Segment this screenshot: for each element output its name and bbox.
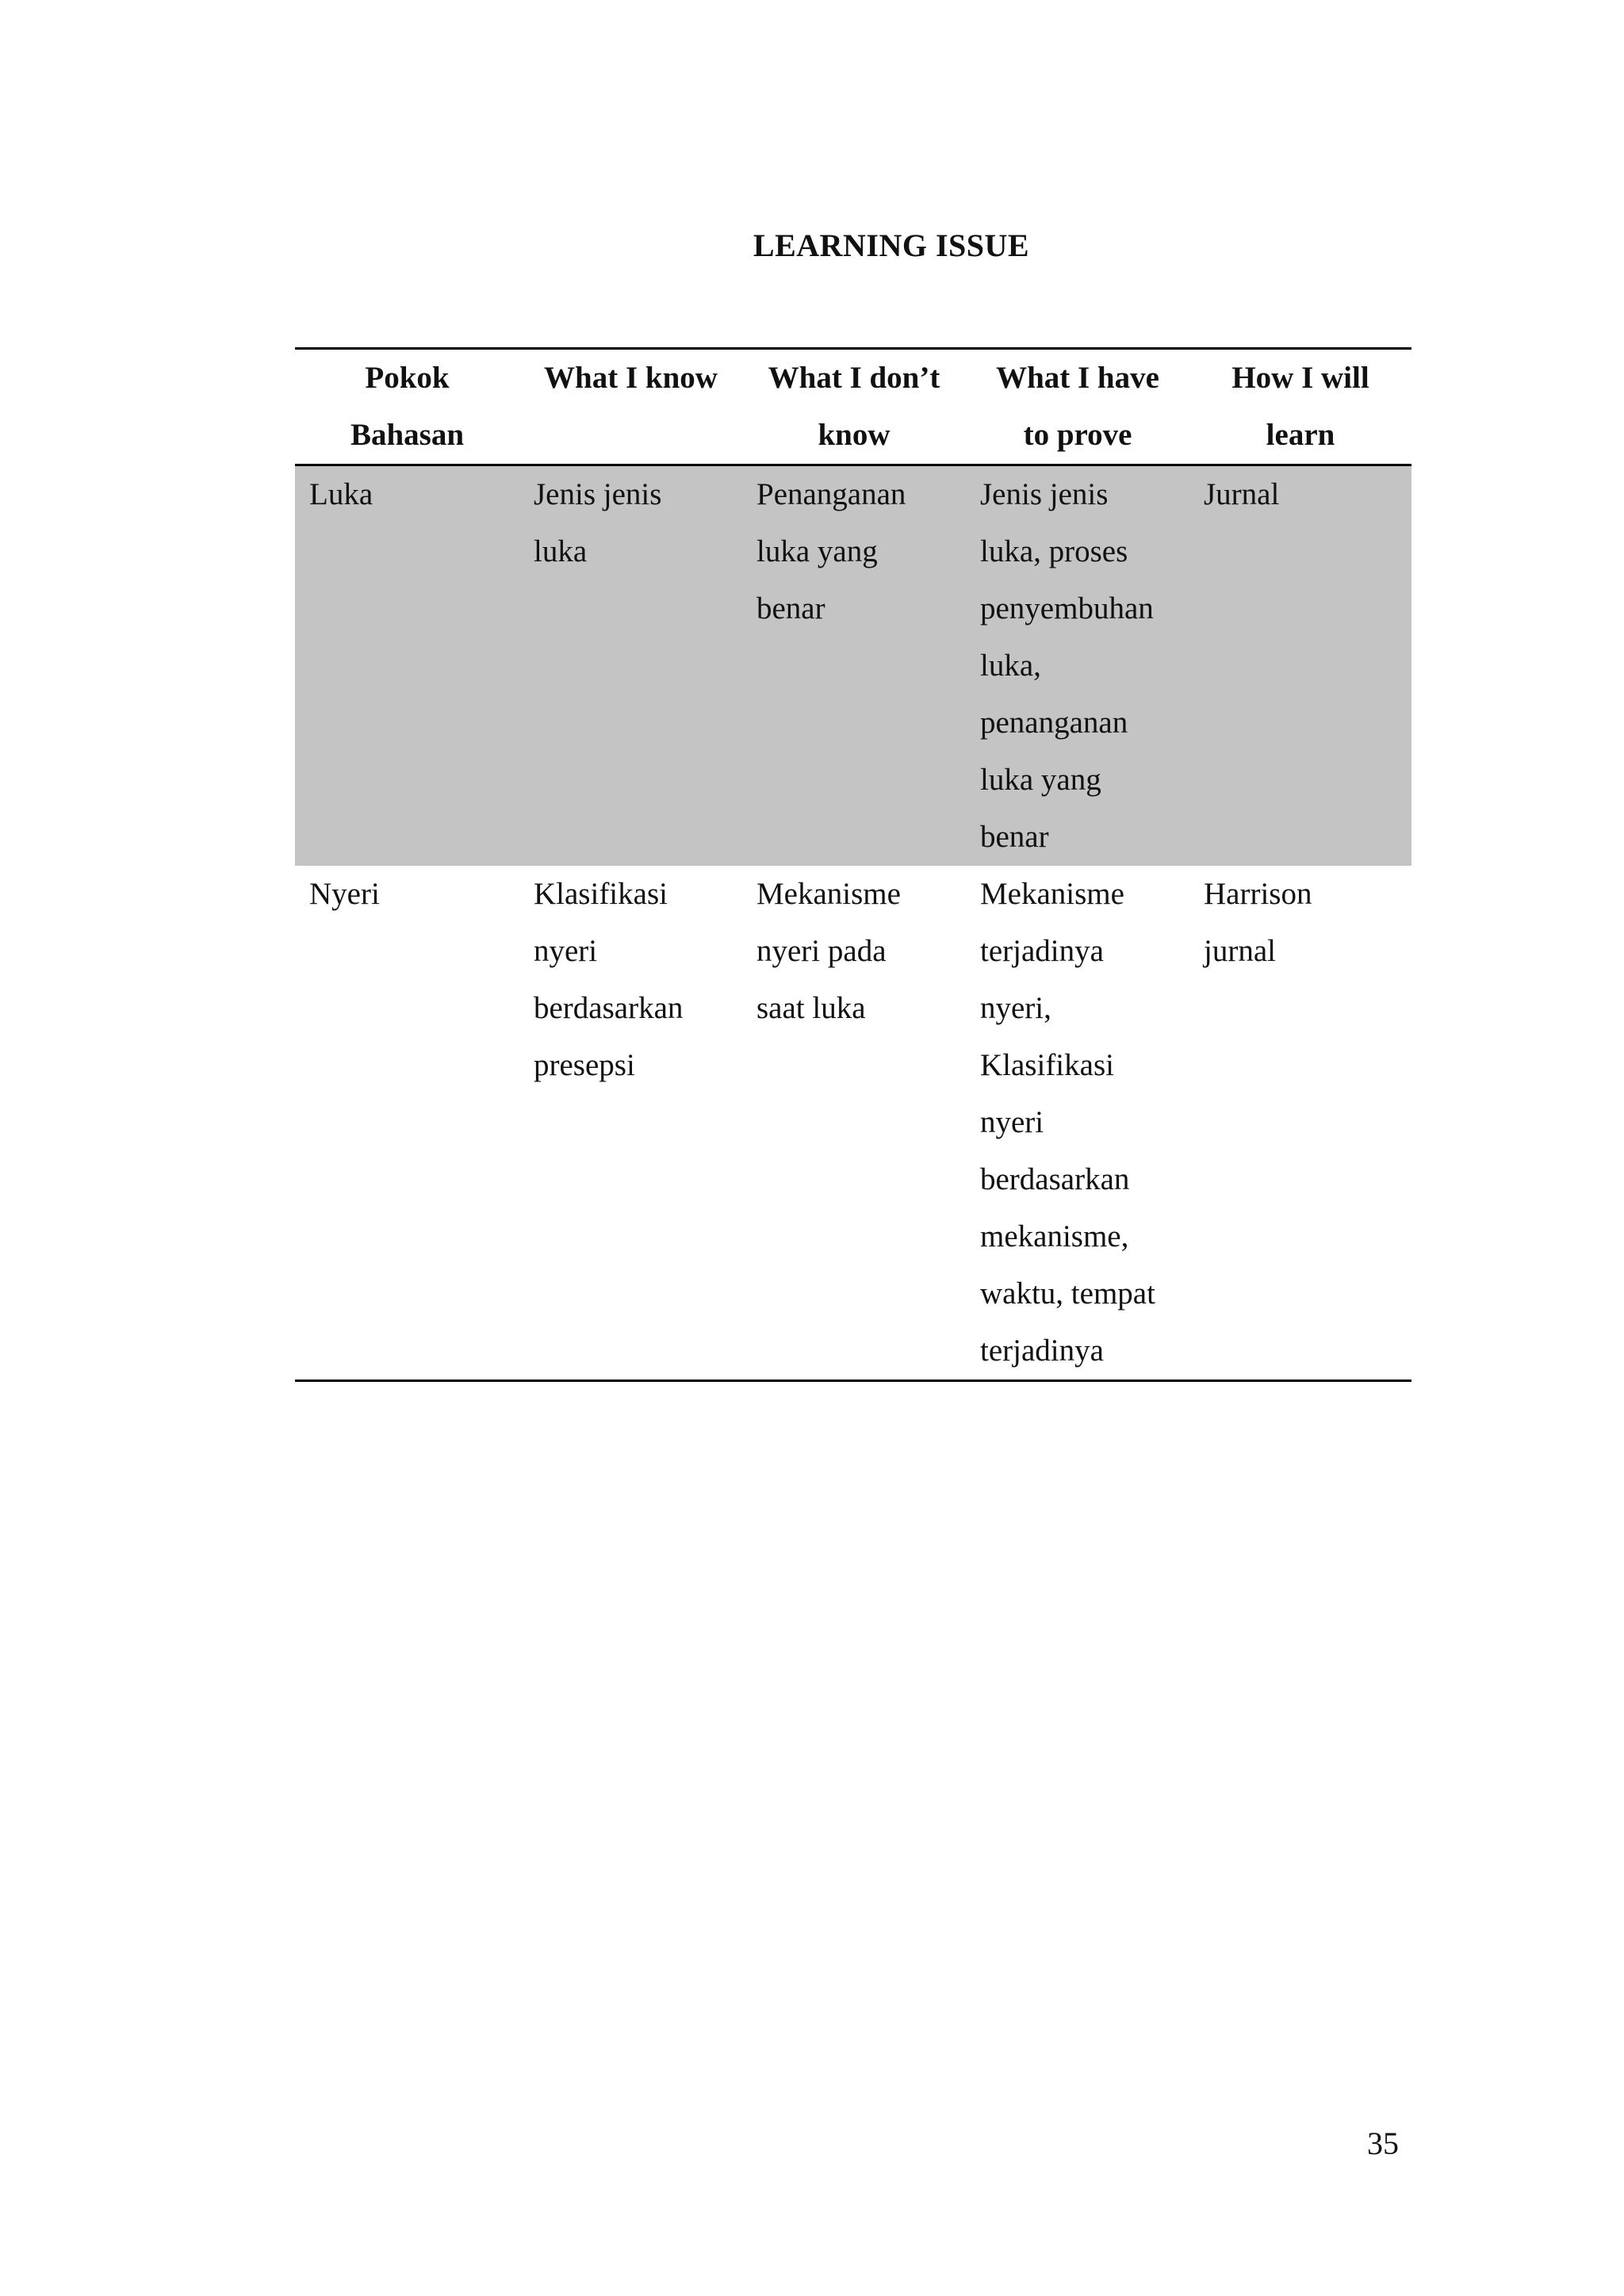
table-cell: Harrison jurnal <box>1204 877 1312 968</box>
table-cell: Jenis jenis luka, proses penyembuhan luka, penanganan luka yang benar <box>966 465 1189 867</box>
header-pokok-bahasan: Pokok Bahasan <box>350 361 465 452</box>
table-cell: Mekanisme nyeri pada saat luka <box>756 877 901 1025</box>
header-what-i-know: What I know <box>544 361 718 395</box>
table-header-row <box>295 349 1411 465</box>
header-how-i-will-learn: How I will learn <box>1231 361 1369 452</box>
table-cell: Jenis jenis luka <box>519 465 742 867</box>
table-cell: Jurnal <box>1189 465 1411 867</box>
page-title: LEARNING ISSUE <box>753 228 1030 263</box>
table-cell: Luka <box>295 465 519 867</box>
learning-issue-table <box>295 347 1411 1382</box>
header-what-i-have-to-prove: What I have to prove <box>996 361 1159 452</box>
table-row <box>295 465 1411 867</box>
table-cell: Penanganan luka yang benar <box>742 465 966 867</box>
page-number: 35 <box>1367 2126 1399 2161</box>
table-row <box>295 866 1411 1381</box>
table-cell: Klasifikasi nyeri berdasarkan presepsi <box>534 877 684 1082</box>
table-cell: Mekanisme terjadinya nyeri, Klasifikasi nyeri berdasarkan mekanisme, waktu, tempat terjadinya <box>980 877 1155 1368</box>
header-what-i-dont-know: What I don’t know <box>768 361 940 452</box>
table-cell: Nyeri <box>309 877 380 911</box>
